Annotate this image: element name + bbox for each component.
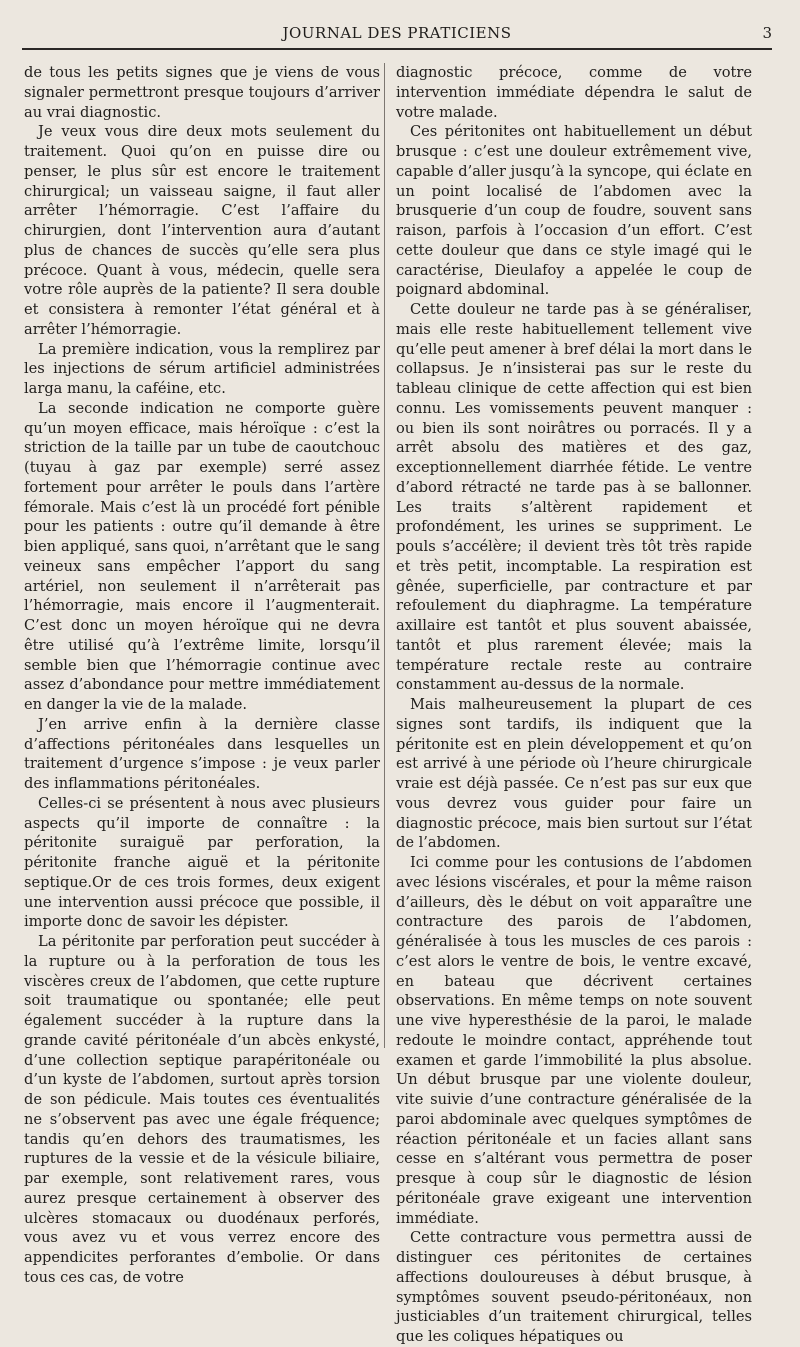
paragraph: Cette contracture vous permettra aussi de distinguer ces péritonites de certaines affections douloureuses à début brusque, à symptômes souvent pseudo-péritonéaux, non justiciables d’un traitement chirurgical, telles que les coliques hépatiques ou [396,1229,752,1345]
paragraph: Ces péritonites ont habituellement un début brusque : c’est une douleur extrêmement vive, capable d’aller jusqu’à la syncope, qui éclate en un point localisé de l’abdomen avec la brusquerie d’un coup de foudre, souvent sans raison, parfois à l’occasion d’un effort. C’est cette douleur que dans ce style imagé qui le caractérise, Dieulafoy a appelée le coup de poignard abdominal. [396,123,752,299]
paragraph: J’en arrive enfin à la dernière classe d’affections péritonéales dans lesquelles un traitement d’urgence s’impose : je veux parler des inflammations péritonéales. [24,715,380,792]
paragraph: La péritonite par perforation peut succéder à la rupture ou à la perforation de tous les viscères creux de l’abdomen, que cette rupture soit traumatique ou spontanée; elle peut également succéder à la rupture dans la grande cavité péritonéale d’un abcès enkysté, d’une collection septique parapéritonéale ou d’un kyste de l’abdomen, surtout après torsion de son pédicule. Mais toutes ces éventualités ne s’observent pas avec une égale fréquence; tandis qu’en dehors des traumatismes, les ruptures de la vessie et de la vésicule biliaire, par exemple, sont relativement rares, vous aurez presque certainement à observer des ulcères stomacaux ou duodénaux perforés, vous avez vu et vous verrez encore des appendicites perforantes d’embolie. Or dans tous ces cas, de votre [24,933,380,1286]
paragraph: Mais malheureusement la plupart de ces signes sont tardifs, ils indiquent que la péritonite est en plein développement et qu’on est arrivé à une période où l’heure chirurgicale vraie est déjà passée. Ce n’est pas sur eux que vous devrez vous guider pour faire un diagnostic précoce, mais bien surtout sur l’état de l’abdomen. [396,696,752,852]
left-column [24,63,380,1288]
paragraph: de tous les petits signes que je viens de vous signaler permettront presque toujours d’arriver au vrai diagnostic. [24,64,380,121]
running-header [22,22,772,50]
column-divider [384,63,385,1048]
paragraph: La seconde indication ne comporte guère qu’un moyen efficace, mais héroïque : c’est la striction de la taille par un tube de caoutchouc (tuyau à gaz par exemple) serré assez fortement pour arrêter le pouls dans l’artère fémorale. Mais c’est là un procédé fort pénible pour les patients : outre qu’il demande à être bien appliqué, sans quoi, n’arrêtant que le sang veineux sans empêcher l’apport du sang artériel, non seulement il n’arrêterait pas l’hémorragie, mais encore il l’augmenterait. C’est donc un moyen héroïque qui ne devra être utilisé qu’à l’extrême limite, lorsqu’il semble bien que l’hémorragie continue avec assez d’abondance pour mettre immédiatement en danger la vie de la malade. [24,399,380,713]
paragraph: Cette douleur ne tarde pas à se généraliser, mais elle reste habituellement tellement vive qu’elle peut amener à bref délai la mort dans le collapsus. Je n’insisterai pas sur le reste du tableau clinique de cette affection qui est bien connu. Les vomissements peuvent manquer : ou bien ils sont noirâtres ou porracés. Il y a arrêt absolu des matières et des gaz, exceptionnellement diarrhée fétide. Le ventre d’abord rétracté ne tarde pas à se ballonner. Les traits s’altèrent rapidement et profondément, les urines se suppriment. Le pouls s’accélère; il devient très tôt très rapide et très petit, incomptable. La respiration est gênée, superficielle, par contracture et par refoulement du diaphragme. La température axillaire est tantôt et plus souvent abaissée, tantôt et plus rarement élevée; mais la température rectale reste au contraire constamment au-dessus de la normale. [396,301,752,694]
paragraph: diagnostic précoce, comme de votre intervention immédiate dépendra le salut de votre malade. [396,64,752,121]
paragraph: La première indication, vous la remplirez par les injections de sérum artificiel administrées larga manu, la caféine, etc. [24,340,380,397]
right-column [396,63,752,1347]
paragraph: Je veux vous dire deux mots seulement du traitement. Quoi qu’on en puisse dire ou penser, le plus sûr est encore le traitement chirurgical; un vaisseau saigne, il faut aller arrêter l’hémorragie. C’est l’affaire du chirurgien, dont l’intervention aura d’autant plus de chances de succès qu’elle sera plus précoce. Quant à vous, médecin, quelle sera votre rôle auprès de la patiente? Il sera double et consistera à remonter l’état général et à arrêter l’hémorragie. [24,123,380,338]
journal-title: JOURNAL DES PRATICIENS [282,24,512,42]
paragraph: Ici comme pour les contusions de l’abdomen avec lésions viscérales, et pour la même raison d’ailleurs, dès le début on voit apparaître une contracture des parois de l’abdomen, généralisée à tous les muscles de ces parois : c’est alors le ventre de bois, le ventre excavé, en bateau que décrivent certaines observations. En même temps on note souvent une vive hyperesthésie de la paroi, le malade redoute le moindre contact, appréhende tout examen et garde l’immobilité la plus absolue. Un début brusque par une violente douleur, vite suivie d’une contracture généralisée de la paroi abdominale avec quelques symptômes de réaction péritonéale et un facies allant sans cesse en s’altérant vous permettra de poser presque à coup sûr le diagnostic de lésion péritonéale grave exigeant une intervention immédiate. [396,854,752,1227]
paragraph: Celles-ci se présentent à nous avec plusieurs aspects qu’il importe de connaître : la péritonite suraiguë par perforation, la péritonite franche aiguë et la péritonite septique.Or de ces trois formes, deux exigent une intervention aussi précoce que possible, il importe donc de savoir les dépister. [24,794,380,931]
page-number: 3 [762,24,772,42]
